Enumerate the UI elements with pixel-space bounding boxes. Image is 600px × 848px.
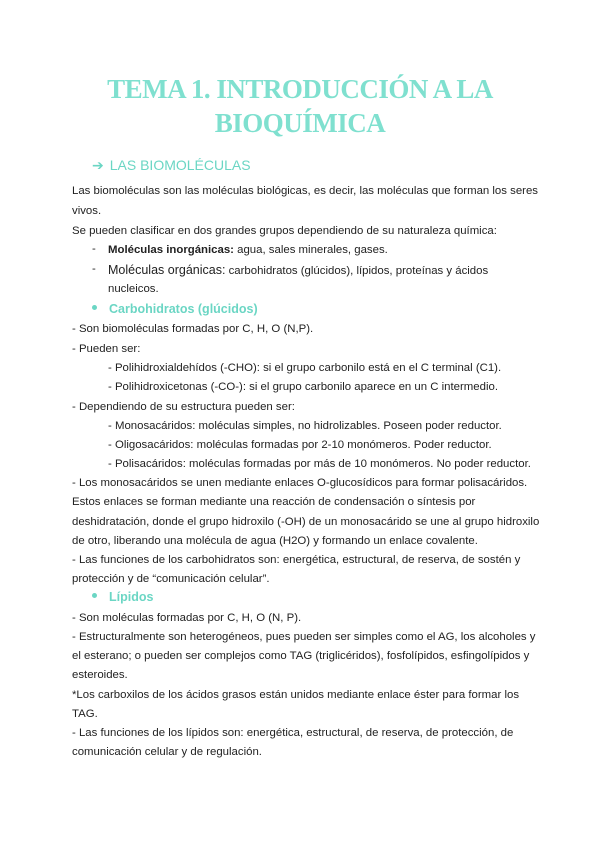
- paragraph-line: - Oligosacáridos: moléculas formadas por 2-10 monómeros. Poder reductor.: [108, 439, 492, 451]
- list-item-continuation: nucleicos.: [108, 283, 159, 295]
- paragraph-line: Estos enlaces se forman mediante una reacción de condensación o síntesis por: [72, 496, 476, 508]
- paragraph-line: - Las funciones de los lípidos son: energética, estructural, de reserva, de protección, de: [72, 727, 514, 739]
- paragraph-line: Las biomoléculas son las moléculas biológicas, es decir, las moléculas que forman los seres: [72, 185, 538, 197]
- paragraph-line: - Polihidroxicetonas (-CO-): si el grupo carbonilo aparece en un C intermedio.: [108, 381, 498, 393]
- paragraph-line: - Polihidroxialdehídos (-CHO): si el grupo carbonilo está en el C terminal (C1).: [108, 362, 502, 374]
- paragraph-line: - Monosacáridos: moléculas simples, no hidrolizables. Poseen poder reductor.: [108, 420, 502, 432]
- page-title-line-2: BIOQUÍMICA: [214, 108, 386, 138]
- paragraph-line: de otro, liberando una molécula de agua (H2O) y formando un enlace covalente.: [72, 535, 478, 547]
- subsection-heading-label: Carbohidratos (glúcidos): [109, 302, 258, 316]
- paragraph-line: vivos.: [72, 205, 102, 217]
- list-item: [108, 263, 488, 278]
- paragraph-line: el esterano; o pueden ser complejos como TAG (triglicéridos), fosfolípidos, esfingolípidos y: [72, 650, 530, 662]
- paragraph-line: - Las funciones de los carbohidratos son: energética, estructural, de reserva, de sostén y: [72, 554, 521, 566]
- subsection-heading-carbohidratos: [92, 302, 258, 316]
- list-dash: -: [92, 243, 96, 255]
- arrow-right-icon: ➔: [92, 157, 104, 173]
- list-item-text: carbohidratos (glúcidos), lípidos, proteínas y ácidos: [225, 265, 489, 277]
- list-item-term: Moléculas inorgánicas:: [108, 244, 234, 256]
- bullet-dot-icon: [92, 305, 97, 310]
- paragraph-line: *Los carboxilos de los ácidos grasos están unidos mediante enlace éster para formar los: [72, 689, 520, 701]
- subsection-heading-label: Lípidos: [109, 590, 154, 604]
- list-item: [108, 243, 388, 257]
- page-title-line-1: TEMA 1. INTRODUCCIÓN A LA: [107, 74, 493, 104]
- paragraph-line: Se pueden clasificar en dos grandes grupos dependiendo de su naturaleza química:: [72, 225, 497, 237]
- subsection-heading-lipidos: [92, 590, 153, 604]
- bullet-dot-icon: [92, 593, 97, 598]
- section-heading-label: LAS BIOMOLÉCULAS: [109, 157, 251, 173]
- paragraph-line: TAG.: [72, 708, 98, 720]
- list-dash: -: [92, 263, 96, 275]
- paragraph-line: - Pueden ser:: [72, 343, 141, 355]
- paragraph-line: - Dependiendo de su estructura pueden ser:: [72, 401, 295, 413]
- paragraph-line: - Son biomoléculas formadas por C, H, O (N,P).: [72, 323, 314, 335]
- list-item-term: Moléculas orgánicas:: [108, 263, 226, 277]
- list-item-text: agua, sales minerales, gases.: [233, 244, 388, 256]
- paragraph-line: - Polisacáridos: moléculas formadas por más de 10 monómeros. No poder reductor.: [108, 458, 531, 470]
- section-heading: [92, 157, 251, 174]
- paragraph-line: - Son moléculas formadas por C, H, O (N, P).: [72, 612, 302, 624]
- paragraph-line: - Los monosacáridos se unen mediante enlaces O-glucosídicos para formar polisacáridos.: [72, 477, 528, 489]
- paragraph-line: comunicación celular y de regulación.: [72, 746, 262, 758]
- paragraph-line: protección y de “comunicación celular”.: [72, 573, 270, 585]
- paragraph-line: deshidratación, donde el grupo hidroxilo (-OH) de un monosacárido se une al grupo hidroxilo: [72, 516, 540, 528]
- paragraph-line: esteroides.: [72, 669, 128, 681]
- paragraph-line: - Estructuralmente son heterogéneos, pues pueden ser simples como el AG, los alcoholes y: [72, 631, 536, 643]
